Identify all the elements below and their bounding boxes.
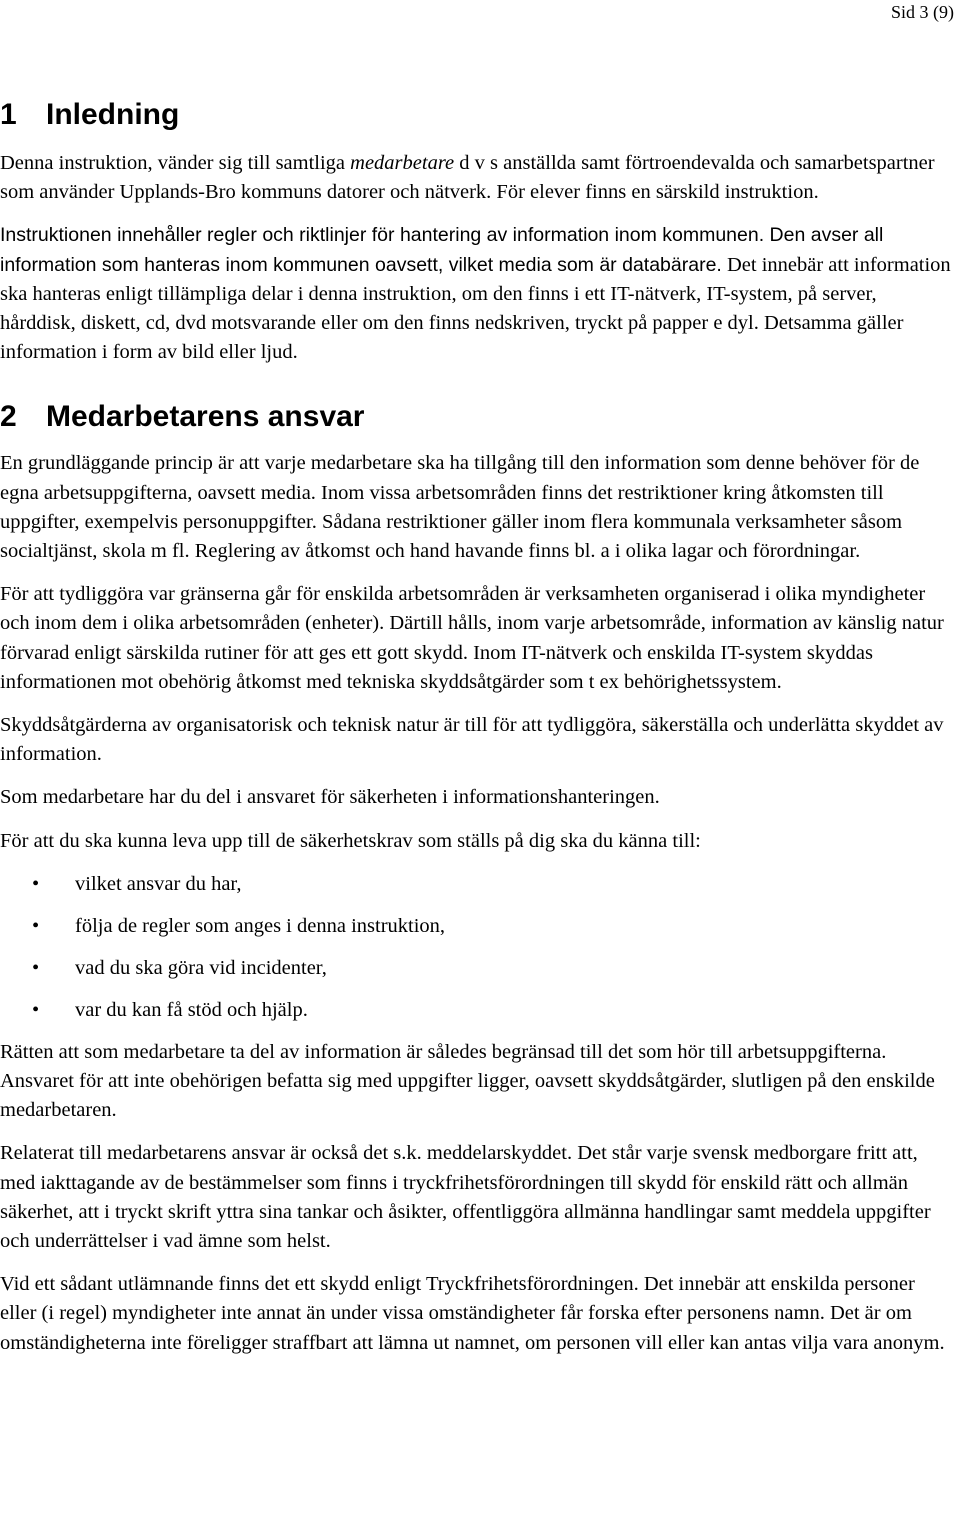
- page-number: Sid 3 (9): [891, 2, 954, 22]
- paragraph: En grundläggande princip är att varje medarbetare ska ha tillgång till den information som denne behöver för de egna arbetsuppgifterna, oavsett media. Inom vissa arbetsområden finns det restriktioner kring åtkomsten till uppgifter, exempelvis personuppgifter. Sådana restriktioner gäller inom flera kommunala verksamheter såsom socialtjänst, skola m fl. Reglering av åtkomst och hand havande finns bl. a i olika lagar och förordningar.: [0, 452, 920, 563]
- paragraph: Rätten att som medarbetare ta del av information är således begränsad till det som hör till arbetsuppgifterna. Ansvaret för att inte obehörigen befatta sig med uppgifter ligger, oavsett skyddsåtgärder, slutligen på den enskilde medarbetaren.: [0, 1040, 935, 1122]
- bullet-icon: •: [32, 872, 40, 895]
- heading-title: Inledning: [46, 98, 180, 131]
- list-item: [0, 996, 956, 1025]
- scope-text: Det innebär att information ska hanteras enligt tillämpliga delar i denna instruktion, om den finns i ett IT-nätverk, IT-system, på server, hårddisk, diskett, cd, dvd motsvarande eller om den finns nedskriven, tryckt på papper e dyl. Detsamma gäller information i form av bild eller ljud.: [0, 253, 951, 364]
- paragraph: Relaterat till medarbetarens ansvar är också det s.k. meddelarskyddet. Det står varje svensk medborgare fritt att, med iakttagande av de bestämmelser som finns i tryckfrihetsförordningen till skydd för enskild rätt och allmän säkerhet, att i tryckt skrift yttra sina tankar och åsikter, offentliggöra allmänna handlingar samt meddela uppgifter och underrättelser i vad ämne som helst.: [0, 1142, 931, 1253]
- heading-number: 1: [0, 98, 17, 131]
- scope-paragraph: [0, 221, 956, 367]
- intro-text: Denna instruktion, vänder sig till samtliga: [0, 152, 351, 174]
- heading-inledning: [0, 95, 956, 135]
- paragraph: Skyddsåtgärderna av organisatorisk och teknisk natur är till för att tydliggöra, säkerställa och underlätta skyddet av information.: [0, 714, 944, 766]
- list-item: [0, 954, 956, 983]
- heading-medarbetarens-ansvar: [0, 397, 956, 437]
- intro-emphasis: medarbetare: [350, 152, 455, 174]
- bullet-icon: •: [32, 914, 40, 937]
- heading-number: 2: [0, 400, 17, 434]
- list-item: [0, 912, 956, 941]
- intro-text-rest: d v s anställda samt förtroendevalda och samarbetspartner som använder Upplands-Bro kommuns datorer och nätverk. För elever finns en särskild instruktion.: [0, 152, 935, 204]
- paragraph: Som medarbetare har du del i ansvaret för säkerheten i informationshanteringen.: [0, 786, 660, 809]
- heading-title: Medarbetarens ansvar: [46, 400, 365, 434]
- bullet-icon: •: [32, 956, 40, 979]
- intro-paragraph: [0, 149, 956, 207]
- list-item-text: följa de regler som anges i denna instruktion,: [75, 914, 446, 937]
- paragraph: Vid ett sådant utlämnande finns det ett skydd enligt Tryckfrihetsförordningen. Det innebär att enskilda personer eller (i regel) myndigheter inte annat än under vissa omständigheter får forska efter personens namn. Det är om omständigheterna inte föreligger straffbart att lämna ut namnet, om personen vill eller kan antas vilja vara anonym.: [0, 1273, 945, 1354]
- list-item-text: vilket ansvar du har,: [75, 872, 242, 895]
- scope-text-sans: Instruktionen innehåller regler och riktlinjer för hantering av information inom kommunen. Den avser all information som hanteras inom kommunen oavsett, vilket media som är databärare.: [0, 224, 884, 276]
- list-item-text: var du kan få stöd och hjälp.: [75, 998, 308, 1021]
- bullet-list: [0, 870, 956, 1025]
- document-body: [0, 95, 956, 1372]
- list-item: [0, 870, 956, 899]
- paragraph: För att tydliggöra var gränserna går för enskilda arbetsområden är verksamheten organiserad i olika myndigheter och inom dem i olika arbetsområden (enheter). Därtill hålls, inom varje arbetsområde, information av känslig natur förvarad enligt särskilda rutiner för att ges ett gott skydd. Inom IT-nätverk och enskilda IT-system skyddas informationen mot obehörig åtkomst med tekniska skyddsåtgärder som t ex behörighetssystem.: [0, 583, 944, 693]
- paragraph: För att du ska kunna leva upp till de säkerhetskrav som ställs på dig ska du känna till:: [0, 829, 701, 852]
- bullet-icon: •: [32, 998, 40, 1021]
- list-item-text: vad du ska göra vid incidenter,: [75, 956, 327, 979]
